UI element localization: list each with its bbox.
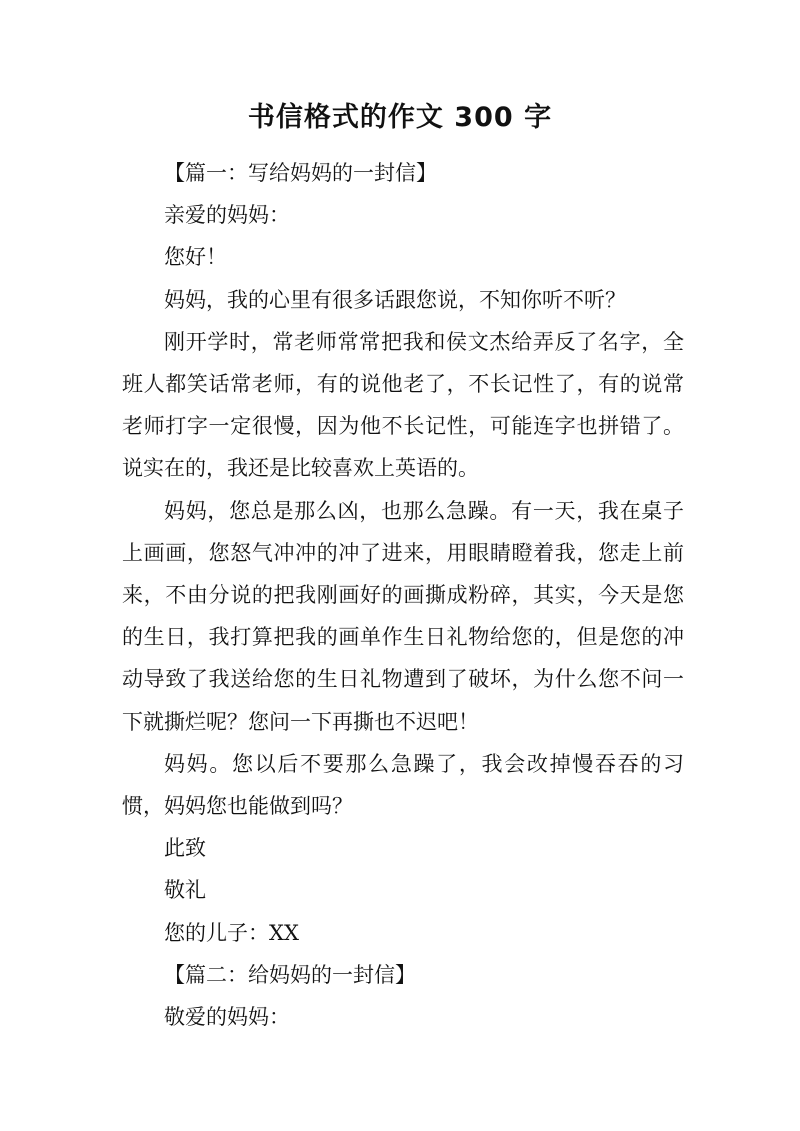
letter-salutation-2: 敬爱的妈妈： [164,1005,290,1030]
body-paragraph: 刚开学时，常老师常常把我和侯文杰给弄反了名字，全班人都笑话常老师，有的说他老了，不长记性了，有的说常老师打字一定很慢，因为他不长记性，可能连字也拼错了。说实在的，我还是比较喜欢上英语的。 [122,329,684,481]
letter-salutation: 亲爱的妈妈： [164,203,290,228]
body-paragraph: 妈妈，您总是那么凶，也那么急躁。有一天，我在桌子上画画，您怒气冲冲的冲了进来，用眼睛瞪着我，您走上前来，不由分说的把我刚画好的画撕成粉碎，其实，今天是您的生日，我打算把我的画单作生日礼物给您的，但是您的冲动导致了我送给您的生日礼物遭到了破坏，为什么您不问一下就撕烂呢？您问一下再撕也不迟吧！ [122,498,684,734]
letter-greeting: 您好！ [164,245,227,270]
letter-signature: 您的儿子：XX [164,920,299,945]
letter-regards: 敬礼 [164,878,206,903]
body-paragraph: 妈妈，我的心里有很多话跟您说，不知你听不听？ [164,287,626,312]
document-title: 书信格式的作文 300 字 [247,102,553,133]
document-body [122,152,684,1038]
section-heading-1: 【篇一：写给妈妈的一封信】 [164,161,437,185]
letter-closing: 此致 [164,836,206,861]
body-paragraph: 妈妈。您以后不要那么急躁了，我会改掉慢吞吞的习惯，妈妈您也能做到吗？ [122,751,684,819]
section-heading-2: 【篇二：给妈妈的一封信】 [164,962,416,987]
